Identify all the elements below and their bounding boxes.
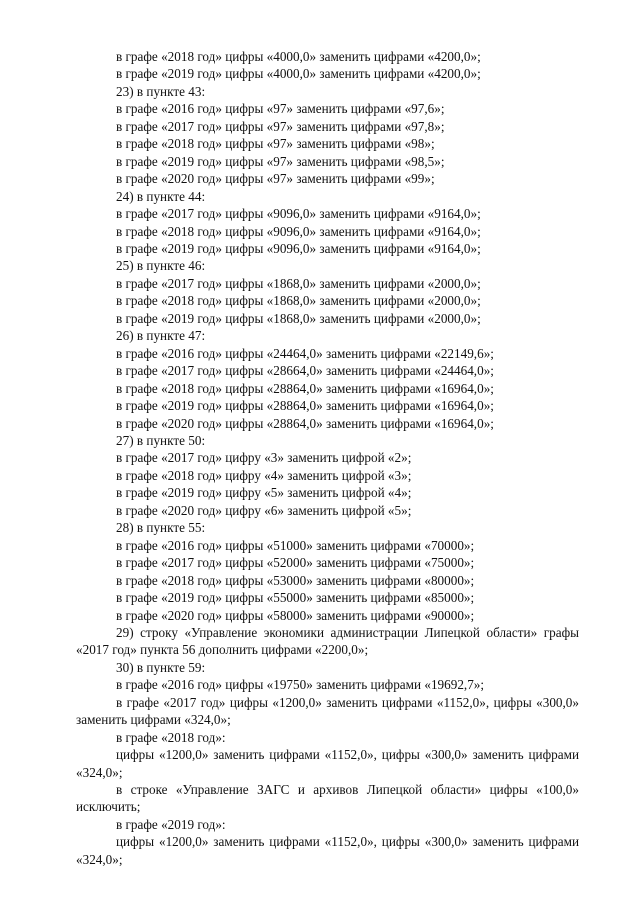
- paragraph: 23) в пункте 43:: [116, 83, 206, 99]
- paragraph: 24) в пункте 44:: [116, 188, 206, 204]
- paragraph: в графе «2019 год» цифры «55000» заменить цифрами «85000»;: [116, 590, 475, 606]
- document-body: [76, 48, 579, 868]
- paragraph: в графе «2017 год» цифру «3» заменить цифрой «2»;: [116, 450, 412, 466]
- paragraph: 25) в пункте 46:: [116, 258, 206, 274]
- paragraph: в графе «2019 год»:: [116, 816, 226, 832]
- paragraph: в графе «2020 год» цифры «97» заменить цифрами «99»;: [116, 171, 435, 187]
- paragraph: 26) в пункте 47:: [116, 328, 206, 344]
- paragraph: в графе «2017 год» цифры «9096,0» заменить цифрами «9164,0»;: [116, 206, 481, 222]
- paragraph: в графе «2019 год» цифры «9096,0» заменить цифрами «9164,0»;: [116, 240, 481, 256]
- paragraph: 28) в пункте 55:: [116, 520, 206, 536]
- paragraph: в графе «2016 год» цифры «97» заменить цифрами «97,6»;: [116, 101, 445, 117]
- paragraph: в графе «2018 год» цифры «53000» заменить цифрами «80000»;: [116, 572, 475, 588]
- paragraph: цифры «1200,0» заменить цифрами «1152,0», цифры «300,0» заменить цифрами «324,0»;: [76, 747, 579, 780]
- paragraph: 27) в пункте 50:: [116, 432, 206, 448]
- paragraph: 29) строку «Управление экономики администрации Липецкой области» графы «2017 год» пункта 56 дополнить цифрами «2200,0»;: [76, 624, 579, 658]
- paragraph: в графе «2018 год» цифры «97» заменить цифрами «98»;: [116, 136, 435, 152]
- paragraph: в графе «2019 год» цифры «4000,0» заменить цифрами «4200,0»;: [116, 66, 481, 82]
- paragraph: в графе «2018 год» цифры «28864,0» заменить цифрами «16964,0»;: [116, 380, 494, 396]
- paragraph: в графе «2016 год» цифры «51000» заменить цифрами «70000»;: [116, 537, 475, 553]
- paragraph: в графе «2017 год» цифры «28664,0» заменить цифрами «24464,0»;: [116, 363, 494, 379]
- paragraph: в графе «2018 год» цифру «4» заменить цифрой «3»;: [116, 467, 412, 483]
- paragraph: в графе «2016 год» цифры «24464,0» заменить цифрами «22149,6»;: [116, 345, 494, 361]
- paragraph: в графе «2019 год» цифры «28864,0» заменить цифрами «16964,0»;: [116, 398, 494, 414]
- paragraph: в графе «2017 год» цифры «52000» заменить цифрами «75000»;: [116, 555, 475, 571]
- paragraph: в графе «2019 год» цифры «97» заменить цифрами «98,5»;: [116, 153, 445, 169]
- paragraph: в графе «2017 год» цифры «1200,0» заменить цифрами «1152,0», цифры «300,0» заменить цифрами «324,0»;: [76, 694, 579, 728]
- paragraph: в графе «2020 год» цифру «6» заменить цифрой «5»;: [116, 502, 412, 518]
- paragraph: в графе «2017 год» цифры «1868,0» заменить цифрами «2000,0»;: [116, 275, 481, 291]
- paragraph: в графе «2018 год» цифры «4000,0» заменить цифрами «4200,0»;: [116, 49, 481, 64]
- paragraph: в строке «Управление ЗАГС и архивов Липецкой области» цифры «100,0» исключить;: [76, 782, 579, 815]
- paragraph: в графе «2017 год» цифры «97» заменить цифрами «97,8»;: [116, 118, 445, 134]
- paragraph: в графе «2018 год»:: [116, 729, 226, 745]
- paragraph: в графе «2019 год» цифру «5» заменить цифрой «4»;: [116, 485, 412, 501]
- paragraph: в графе «2018 год» цифры «9096,0» заменить цифрами «9164,0»;: [116, 223, 481, 239]
- paragraph: в графе «2020 год» цифры «28864,0» заменить цифрами «16964,0»;: [116, 415, 494, 431]
- paragraph: в графе «2019 год» цифры «1868,0» заменить цифрами «2000,0»;: [116, 310, 481, 326]
- paragraph: цифры «1200,0» заменить цифрами «1152,0», цифры «300,0» заменить цифрами «324,0»;: [76, 834, 579, 867]
- paragraph: в графе «2018 год» цифры «1868,0» заменить цифрами «2000,0»;: [116, 293, 481, 309]
- paragraph: 30) в пункте 59:: [116, 659, 206, 675]
- paragraph: в графе «2016 год» цифры «19750» заменить цифрами «19692,7»;: [116, 677, 485, 693]
- paragraph: в графе «2020 год» цифры «58000» заменить цифрами «90000»;: [116, 607, 475, 623]
